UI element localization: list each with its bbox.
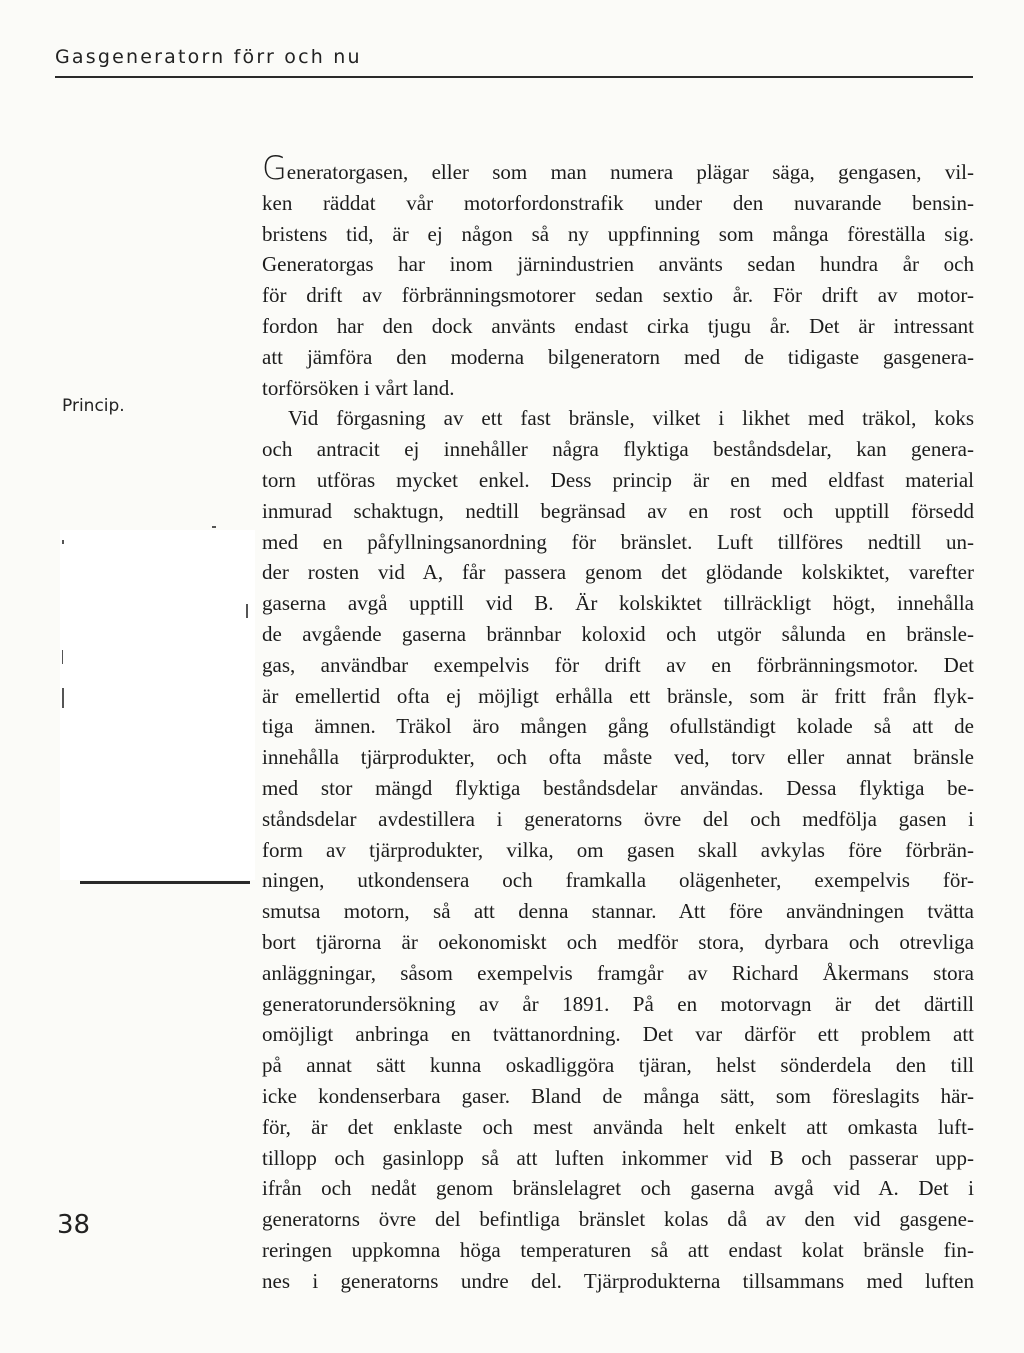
- figure-mark: [212, 526, 216, 528]
- text-line: generatorns övre del befintliga bränslet kolas då av den vid gasgene-: [262, 1207, 974, 1232]
- figure-rule: [80, 881, 250, 884]
- text-line: nes i generatorns undre del. Tjärprodukterna tillsammans med luften: [262, 1268, 974, 1293]
- text-line: för drift av förbränningsmotorer sedan sextio år. För drift av motor-: [262, 283, 974, 308]
- text-line: de avgående gaserna brännbar koloxid och utgör sålunda en bränsle-: [262, 621, 974, 646]
- figure-mark: [62, 540, 64, 544]
- text-line: [262, 149, 974, 188]
- text-line: ståndsdelar avdestillera i generatorns övre del och medfölja gasen i: [262, 806, 974, 831]
- text-line: gaserna avgå upptill vid B. Är kolskiktet tillräckligt högt, innehålla: [262, 591, 974, 616]
- text-line: torn utföras mycket enkel. Dess princip är en med eldfast material: [262, 467, 974, 492]
- text-line: ken räddat vår motorfordonstrafik under den nuvarande bensin-: [262, 190, 974, 215]
- text-line: Vid förgasning av ett fast bränsle, vilket i likhet med träkol, koks: [288, 406, 974, 431]
- body-text: [262, 149, 974, 1296]
- text-line: tiga ämnen. Träkol äro mången gång ofullständigt kolade så att de: [262, 714, 974, 739]
- text-line: ifrån och nedåt genom bränslelagret och gaserna avgå vid A. Det i: [262, 1176, 974, 1201]
- running-header: Gasgeneratorn förr och nu: [55, 46, 362, 68]
- figure-area: [60, 530, 255, 880]
- figure-mark: [62, 688, 64, 708]
- text-line: bristens tid, är ej någon så ny uppfinning som många föreställa sig.: [262, 221, 974, 246]
- text-line: reringen uppkomna höga temperaturen så att endast kolat bränsle fin-: [262, 1237, 974, 1262]
- text-line: der rosten vid A, får passera genom det glödande kolskiktet, varefter: [262, 560, 974, 585]
- text-line: innehålla tjärprodukter, och ofta måste ved, torv eller annat bränsle: [262, 745, 974, 770]
- header-rule: [55, 76, 973, 78]
- text-line: Generatorgas har inom järnindustrien använts sedan hundra år och: [262, 252, 974, 277]
- text-line: smutsa motorn, så att denna stannar. Att före användningen tvätta: [262, 899, 974, 924]
- text-line: fordon har den dock använts endast cirka tjugu år. Det är intressant: [262, 313, 974, 338]
- text-line: omöjligt anbringa en tvättanordning. Det var därför ett problem att: [262, 1022, 974, 1047]
- text-line: gas, användbar exempelvis för drift av en förbränningsmotor. Det: [262, 652, 974, 677]
- text-line: icke kondenserbara gaser. Bland de många sätt, som föreslagits här-: [262, 1083, 974, 1108]
- text-line: att jämföra den moderna bilgeneratorn med de tidigaste gasgenera-: [262, 344, 974, 369]
- figure-mark: [62, 650, 63, 664]
- text-line: och antracit ej innehåller några flyktiga beståndsdelar, kan genera-: [262, 437, 974, 462]
- text-line: anläggningar, såsom exempelvis framgår av Richard Åkermans stora: [262, 960, 974, 985]
- margin-note-princip: Princip.: [62, 396, 125, 416]
- figure-mark: [246, 604, 248, 618]
- text-line: med stor mängd flyktiga beståndsdelar användas. Dessa flyktiga be-: [262, 775, 974, 800]
- text-line: generatorundersökning av år 1891. På en motorvagn är det därtill: [262, 991, 974, 1016]
- text-line: ningen, utkondensera och framkalla olägenheter, exempelvis för-: [262, 868, 974, 893]
- text-line: för, är det enklaste och mest använda helt enkelt att omkasta luft-: [262, 1114, 974, 1139]
- page-number: 38: [57, 1210, 91, 1240]
- text-line: inmurad schaktugn, nedtill begränsad av en rost och upptill försedd: [262, 498, 974, 523]
- text-line: torförsöken i vårt land.: [262, 375, 455, 400]
- text-line: tillopp och gasinlopp så att luften inkommer vid B och passerar upp-: [262, 1145, 974, 1170]
- text-line: med en påfyllningsanordning för bränslet. Luft tillföres nedtill un-: [262, 529, 974, 554]
- text-line: bort tjärorna är oekonomiskt och medför stora, dyrbara och otrevliga: [262, 929, 974, 954]
- text-line: form av tjärprodukter, vilka, om gasen skall avkylas före förbrän-: [262, 837, 974, 862]
- text-line-content: eneratorgasen, eller som man numera plägar säga, gengasen, vil-: [286, 160, 974, 184]
- text-line: på annat sätt kunna oskadliggöra tjäran, helst sönderdela den till: [262, 1053, 974, 1078]
- initial-letter: G: [262, 149, 287, 187]
- text-line: är emellertid ofta ej möjligt erhålla ett bränsle, som är fritt från flyk-: [262, 683, 974, 708]
